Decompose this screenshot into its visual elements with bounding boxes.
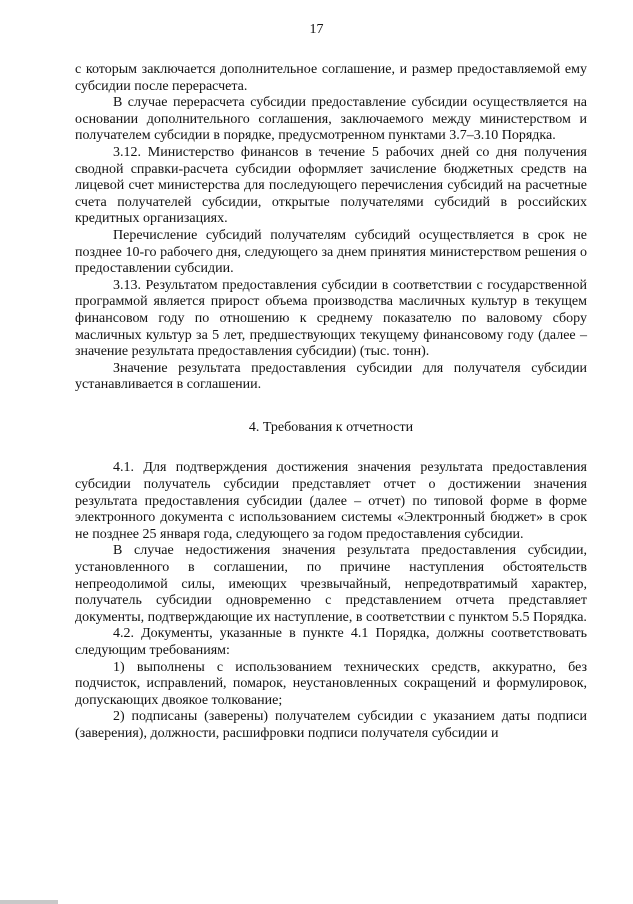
list-item-2: 2) подписаны (заверены) получателем субсидии с указанием даты подписи (заверения), должности, расшифровки подписи получателя субсидии и — [75, 709, 587, 741]
paragraph-force-majeure: В случае недостижения значения результата предоставления субсидии, установленного в соглашении, по причине наступления обстоятельств непреодолимой силы, имеющих чрезвычайный, непредотвратимый характер, получатель субсидии одновременно с представлением отчета представляет документы, подтверждающие их наступление, в соответствии с пунктом 5.5 Порядка. — [75, 543, 587, 625]
paragraph-3-13: 3.13. Результатом предоставления субсидии в соответствии с государственной программой является прирост объема производства масличных культур в текущем финансовом году по отношению к среднему показателю по валовому сбору масличных культур за 5 лет, предшествующих текущему финансовому году (далее – значение результата предоставления субсидии) (тыс. тонн). — [75, 277, 587, 360]
paragraph-recalculation: В случае перерасчета субсидии предоставление субсидии осуществляется на основании дополнительного соглашения, заключаемого между министерством и получателем субсидии в порядке, предусмотренном пунктами 3.7–3.10 Порядка. — [75, 95, 587, 144]
section-heading-reporting: 4. Требования к отчетности — [248, 419, 414, 435]
paragraph-result-value: Значение результата предоставления субсидии для получателя субсидии устанавливается в соглашении. — [75, 360, 587, 393]
paragraph-4-2: 4.2. Документы, указанные в пункте 4.1 Порядка, должны соответствовать следующим требованиям: — [75, 626, 587, 658]
paragraph-continuation: с которым заключается дополнительное соглашение, и размер предоставляемой ему субсидии после перерасчета. — [75, 62, 587, 94]
paragraph-transfer-deadline: Перечисление субсидий получателям субсидий осуществляется в срок не позднее 10-го рабочего дня, следующего за днем принятия министерством решения о предоставлении субсидии. — [75, 227, 587, 277]
list-item-1: 1) выполнены с использованием технических средств, аккуратно, без подчисток, исправлений, помарок, неустановленных сокращений и формулировок, допускающих двоякое толкование; — [75, 659, 587, 708]
page-number: 17 — [309, 22, 324, 37]
paragraph-4-1: 4.1. Для подтверждения достижения значения результата предоставления субсидии получатель субсидии представляет отчет о достижении значения результата предоставления субсидии (далее – отчет) по типовой форме в форме электронного документа с использованием системы «Электронный бюджет» в срок не позднее 25 января года, следующего за годом предоставления субсидии. — [75, 460, 587, 542]
document-body — [75, 62, 587, 743]
scan-edge-mark — [0, 900, 58, 904]
paragraph-3-12: 3.12. Министерство финансов в течение 5 рабочих дней со дня получения сводной справки-расчета субсидии оформляет зачисление бюджетных средств на лицевой счет министерства для последующего перечисления субсидий на расчетные счета получателей субсидии, открытые получателями субсидий в российских кредитных организациях. — [75, 144, 587, 227]
